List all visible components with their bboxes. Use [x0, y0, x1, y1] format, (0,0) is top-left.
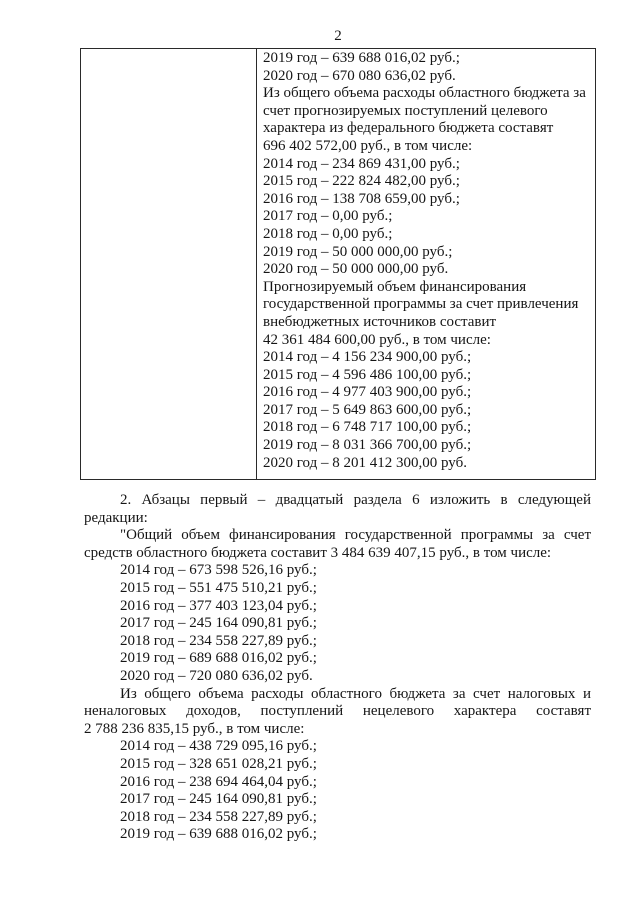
body-year-line: 2018 год – 234 558 227,89 руб.; — [120, 808, 317, 825]
cell-year-line: 2020 год – 50 000 000,00 руб. — [263, 261, 449, 278]
body-year-line: 2014 год – 438 729 095,16 руб.; — [120, 738, 317, 755]
body-year-line: 2018 год – 234 558 227,89 руб.; — [120, 632, 317, 649]
page-number: 2 — [334, 28, 342, 44]
cell-year-line: 2020 год – 8 201 412 300,00 руб. — [263, 454, 467, 471]
cell-text-line: характера из федерального бюджета составят — [263, 120, 554, 137]
cell-year-line: 2018 год – 0,00 руб.; — [263, 225, 393, 242]
cell-year-line: 2015 год – 222 824 482,00 руб.; — [263, 173, 460, 190]
cell-year-line: 2020 год – 670 080 636,02 руб. — [263, 67, 456, 84]
cell-text-line: Прогнозируемый объем финансирования — [263, 278, 527, 295]
body-year-line: 2019 год – 689 688 016,02 руб.; — [120, 650, 317, 667]
body-year-line: 2016 год – 377 403 123,04 руб.; — [120, 597, 317, 614]
body-year-line: 2017 год – 245 164 090,81 руб.; — [120, 791, 317, 808]
cell-text-line: Из общего объема расходы областного бюджета за — [263, 85, 586, 102]
cell-year-line: 2016 год – 138 708 659,00 руб.; — [263, 190, 460, 207]
amendment-text — [84, 492, 591, 844]
cell-text-line: внебюджетных источников составит — [263, 313, 497, 330]
body-year-line: 2015 год – 551 475 510,21 руб.; — [120, 579, 317, 596]
cell-year-line: 2015 год – 4 596 486 100,00 руб.; — [263, 366, 472, 383]
body-year-line: 2015 год – 328 651 028,21 руб.; — [120, 755, 317, 772]
cell-year-line: 2019 год – 50 000 000,00 руб.; — [263, 243, 453, 260]
body-year-line: 2016 год – 238 694 464,04 руб.; — [120, 773, 317, 790]
table-left-cell — [81, 49, 257, 479]
body-line: 2. Абзацы первый – двадцатый раздела 6 изложить в следующей — [120, 492, 591, 508]
cell-year-line: 2014 год – 234 869 431,00 руб.; — [263, 155, 460, 172]
body-line: неналоговых доходов, поступлений нецелевого характера составят — [84, 703, 591, 720]
cell-text-line: государственной программы за счет привлечения — [263, 296, 579, 313]
cell-year-line: 2017 год – 5 649 863 600,00 руб.; — [263, 401, 472, 418]
cell-year-line: 2017 год – 0,00 руб.; — [263, 208, 393, 225]
cell-text-line: счет прогнозируемых поступлений целевого — [263, 102, 548, 119]
cell-text-line: 696 402 572,00 руб., в том числе: — [263, 137, 473, 154]
body-line: средств областного бюджета составит 3 484 639 407,15 руб., в том числе: — [84, 544, 552, 561]
cell-year-line: 2016 год – 4 977 403 900,00 руб.; — [263, 384, 472, 401]
cell-text-line: 42 361 484 600,00 руб., в том числе: — [263, 331, 491, 348]
table-right-cell — [257, 49, 595, 479]
cell-year-line: 2018 год – 6 748 717 100,00 руб.; — [263, 419, 472, 436]
body-year-line: 2019 год – 639 688 016,02 руб.; — [120, 826, 317, 843]
body-year-line: 2020 год – 720 080 636,02 руб. — [120, 667, 313, 684]
cell-year-line: 2019 год – 639 688 016,02 руб.; — [263, 50, 460, 66]
body-line: редакции: — [84, 509, 148, 526]
body-line: "Общий объем финансирования государственной программы за счет — [120, 527, 591, 544]
body-year-line: 2017 год – 245 164 090,81 руб.; — [120, 615, 317, 632]
body-year-line: 2014 год – 673 598 526,16 руб.; — [120, 562, 317, 579]
body-line: Из общего объема расходы областного бюджета за счет налоговых и — [120, 685, 591, 702]
funding-table — [80, 48, 596, 480]
cell-year-line: 2014 год – 4 156 234 900,00 руб.; — [263, 349, 472, 366]
cell-year-line: 2019 год – 8 031 366 700,00 руб.; — [263, 437, 472, 454]
body-line: 2 788 236 835,15 руб., в том числе: — [84, 720, 305, 737]
